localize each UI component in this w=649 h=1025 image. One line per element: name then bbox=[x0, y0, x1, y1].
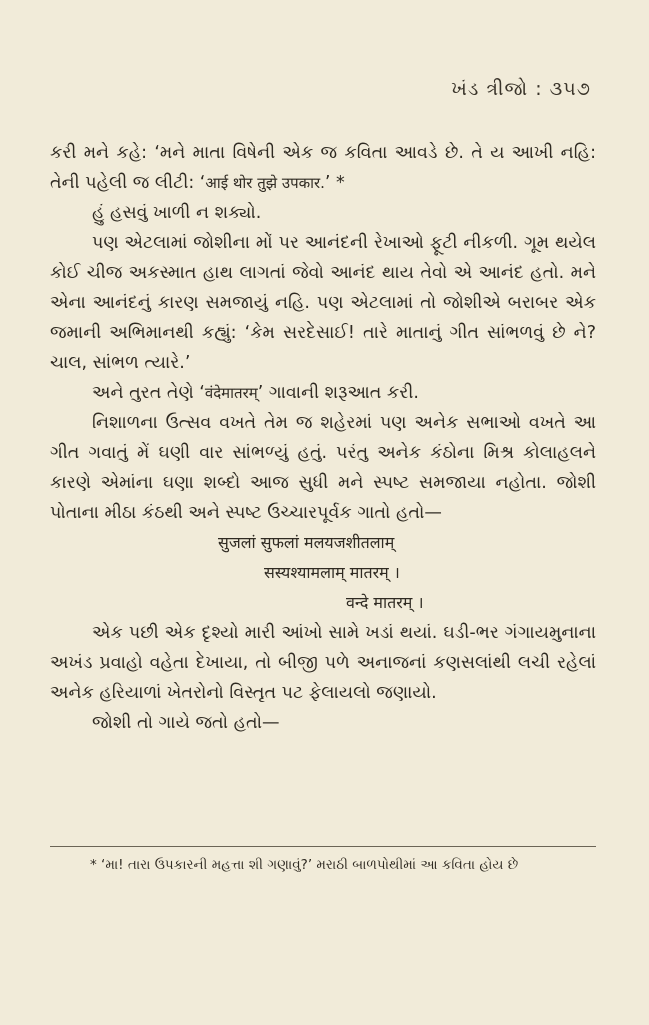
verse-line-1: सुजलां सुफलां मलयजशीतलाम् bbox=[218, 533, 395, 552]
paragraph-4 bbox=[50, 378, 596, 408]
body-text bbox=[50, 138, 596, 738]
paragraph-2: હું હસવું ખાળી ન શક્યો. bbox=[92, 203, 262, 223]
marathi-quote: आई थोर तुझे उपकार. bbox=[205, 174, 325, 192]
paragraph-7: જોશી તો ગાયે જતો હતો— bbox=[92, 713, 280, 733]
paragraph-4-start: અને તુરત તેણે ‘ bbox=[92, 383, 205, 403]
paragraph-1-text: કરી મને કહે: ‘મને માતા વિષેની એક જ કવિતા આવડે છે. તે ય આખી નહિ: તેની પહેલી જ લીટી: ‘ bbox=[50, 143, 596, 193]
paragraph-6: એક પછી એક દૃશ્યો મારી આંખો સામે ખડાં થયાં. ઘડી-ભર ગંગાયમુનાના અખંડ પ્રવાહો વહેતા દેખાયા, તો બીજી પળે અનાજનાં કણસલાંથી લચી રહેલાં અનેક હરિયાળાં ખેતરોનો વિસ્તૃત પટ ફેલાયલો જણાયો. bbox=[50, 623, 596, 703]
verse-block bbox=[50, 528, 596, 618]
footnote: * ‘મા! તારા ઉપકારની મહત્તા શી ગણાવું?’ મરાઠી બાળપોથીમાં આ કવિતા હોય છે bbox=[90, 857, 519, 873]
paragraph-5: નિશાળના ઉત્સવ વખતે તેમ જ શહેરમાં પણ અનેક સભાઓ વખતે આ ગીત ગવાતું મેં ઘણી વાર સાંભળ્યું હતું. પરંતુ અનેક કંઠોના મિશ્ર કોલાહલને કારણે એમાંના ઘણા શબ્દો આજ સુધી મને સ્પષ્ટ સમજાયા નહોતા. જોશી પોતાના મીઠા કંઠથી અને સ્પષ્ટ ઉચ્ચારપૂર્વક ગાતો હતો— bbox=[50, 413, 596, 523]
paragraph-1 bbox=[50, 138, 596, 198]
footnote-divider bbox=[50, 846, 596, 847]
verse-line-2: सस्यश्यामलाम् मातरम् । bbox=[264, 563, 400, 582]
verse-line-3: वन्दे मातरम् । bbox=[346, 593, 424, 612]
paragraph-4-end: ’ ગાવાની શરૂઆત કરી. bbox=[257, 383, 419, 403]
paragraph-3: પણ એટલામાં જોશીના મોં પર આનંદની રેખાઓ ફૂટી નીકળી. ગૂમ થયેલ કોઈ ચીજ અકસ્માત હાથ લાગતાં જેવો આનંદ થાય તેવો એ આનંદ હતો. મને એના આનંદનું કારણ સમજાયું નહિ. પણ એટલામાં તો જોશીએ બરાબર એક જમાની અભિમાનથી કહ્યું: ‘કેમ સરદેસાઈ! તારે માતાનું ગીત સાંભળવું છે ને? ચાલ, સાંભળ ત્યારે.’ bbox=[50, 233, 596, 373]
paragraph-1-end: ’ * bbox=[324, 173, 345, 193]
running-header: ખંડ ત્રીજો : ૩૫૭ bbox=[451, 78, 591, 100]
song-title: वंदेमातरम् bbox=[204, 384, 258, 402]
